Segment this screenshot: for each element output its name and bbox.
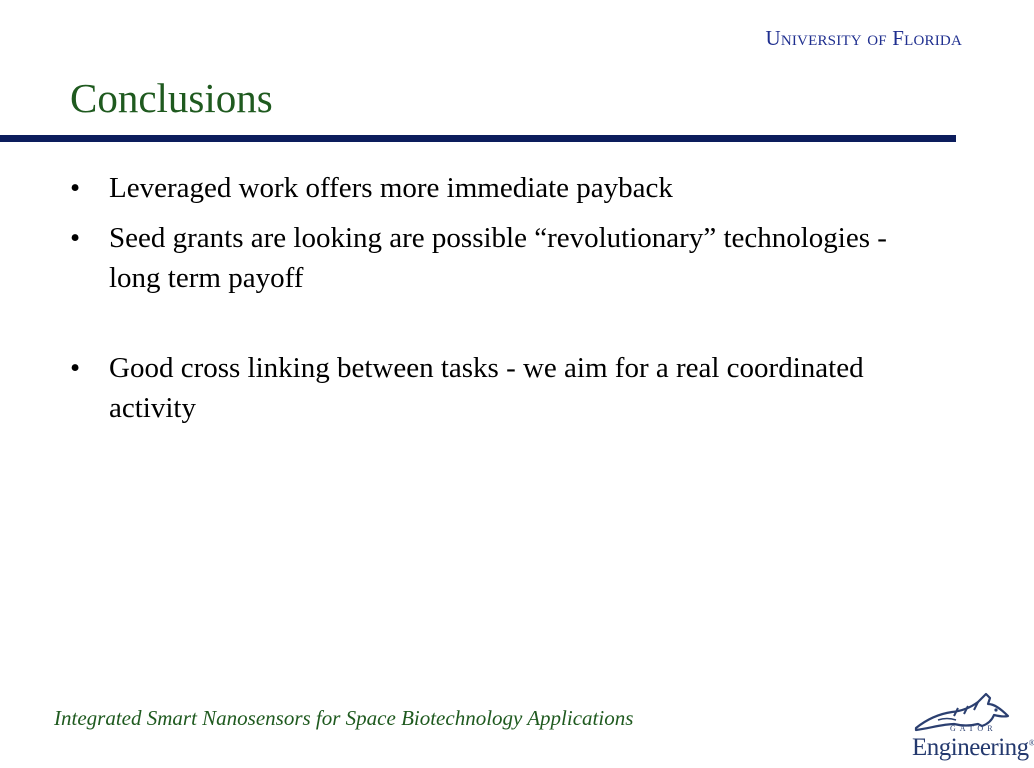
bullet-item (68, 168, 938, 208)
bullet-marker: • (70, 222, 81, 254)
bullet-text: Leveraged work offers more immediate payback (109, 172, 673, 204)
logo-main-text: Engineering (912, 734, 1029, 761)
gator-engineering-logo (908, 690, 1034, 764)
bullet-item (68, 348, 938, 428)
bullet-marker: • (70, 352, 81, 384)
university-name: University of Florida (765, 26, 962, 50)
logo-top-word: GATOR (950, 724, 997, 733)
bullet-text: Good cross linking between tasks - we aim for a real coordinated activity (109, 352, 864, 424)
registered-mark: ® (1028, 738, 1034, 748)
title-divider (0, 135, 956, 142)
bullet-list (68, 168, 938, 438)
logo-main-word (912, 734, 1034, 762)
bullet-marker: • (70, 172, 81, 204)
bullet-text: Seed grants are looking are possible “revolutionary” technologies - long term payoff (109, 222, 887, 294)
bullet-item (68, 218, 938, 298)
footer-title: Integrated Smart Nanosensors for Space Biotechnology Applications (54, 706, 634, 730)
slide-title: Conclusions (70, 75, 273, 121)
